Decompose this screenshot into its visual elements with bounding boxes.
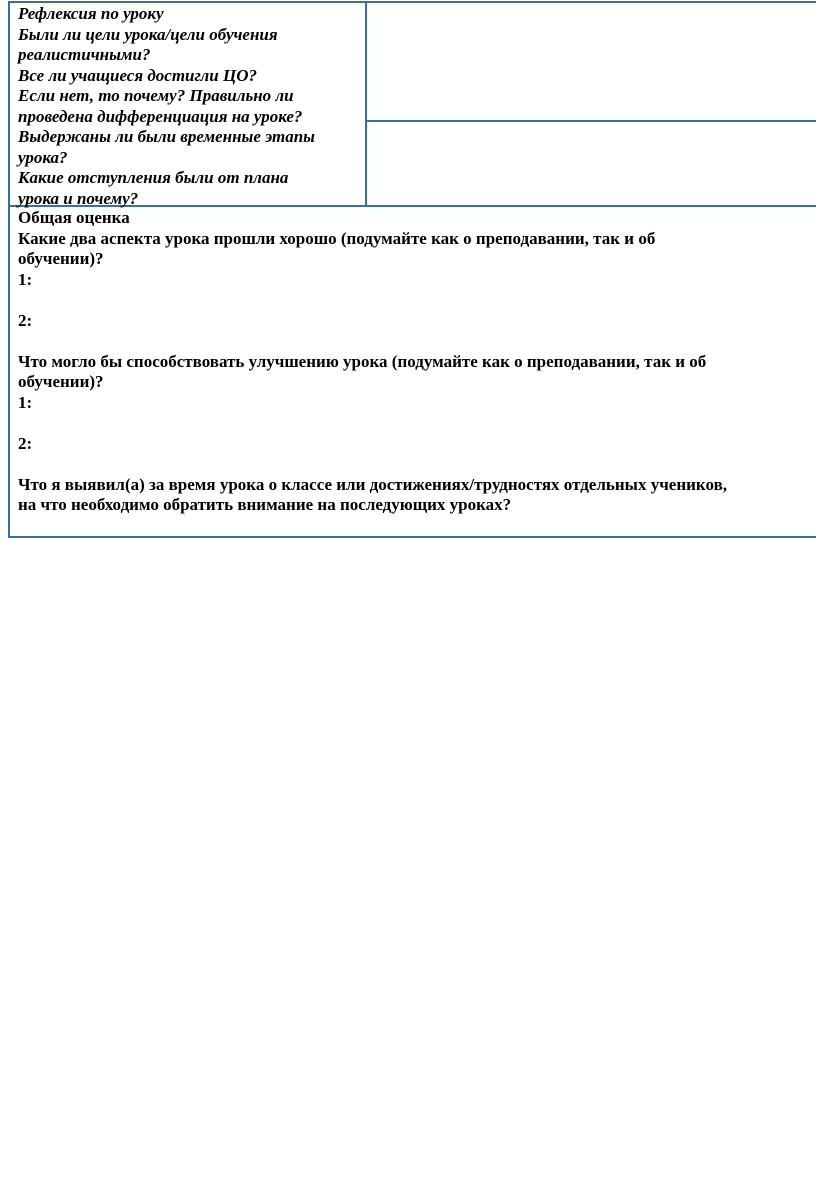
spacer xyxy=(18,290,810,311)
question-3-text: Что я выявил(а) за время урока о классе или достижениях/трудностях отдельных учеников, xyxy=(18,474,727,494)
table-bottom-border xyxy=(8,536,816,538)
assessment-cell xyxy=(18,208,810,516)
spacer xyxy=(18,454,810,475)
reflection-line: Выдержаны ли были временные этапы xyxy=(18,127,315,146)
question-1-item-2: 2: xyxy=(18,310,33,330)
question-1-item-1: 1: xyxy=(18,269,33,289)
question-1-text: Какие два аспекта урока прошли хорошо (подумайте как о преподавании, так и об xyxy=(18,228,656,248)
question-2-text: обучении)? xyxy=(18,372,104,391)
question-3-text: на что необходимо обратить внимание на последующих уроках? xyxy=(18,495,512,514)
reflection-title: Рефлексия по уроку xyxy=(18,4,164,23)
spacer xyxy=(18,331,810,352)
reflection-cell xyxy=(18,4,363,209)
right-cell-divider xyxy=(366,120,816,122)
column-divider xyxy=(365,1,367,206)
reflection-line: реалистичными? xyxy=(18,45,151,64)
reflection-line: урока? xyxy=(18,147,68,167)
reflection-line: проведена дифференциация на уроке? xyxy=(18,106,303,126)
question-1-text: обучении)? xyxy=(18,249,104,268)
reflection-line: Какие отступления были от плана xyxy=(18,168,289,187)
reflection-line: урока и почему? xyxy=(18,188,139,208)
reflection-line: Все ли учащиеся достигли ЦО? xyxy=(18,65,257,85)
question-2-item-2: 2: xyxy=(18,433,33,453)
question-2-item-1: 1: xyxy=(18,392,33,412)
assessment-title: Общая оценка xyxy=(18,208,130,227)
table-top-border xyxy=(8,1,816,3)
table-left-border xyxy=(8,1,10,538)
question-2-text: Что могло бы способствовать улучшению урока (подумайте как о преподавании, так и об xyxy=(18,351,707,371)
spacer xyxy=(18,413,810,434)
reflection-line: Если нет, то почему? Правильно ли xyxy=(18,86,294,105)
reflection-line: Были ли цели урока/цели обучения xyxy=(18,24,278,44)
